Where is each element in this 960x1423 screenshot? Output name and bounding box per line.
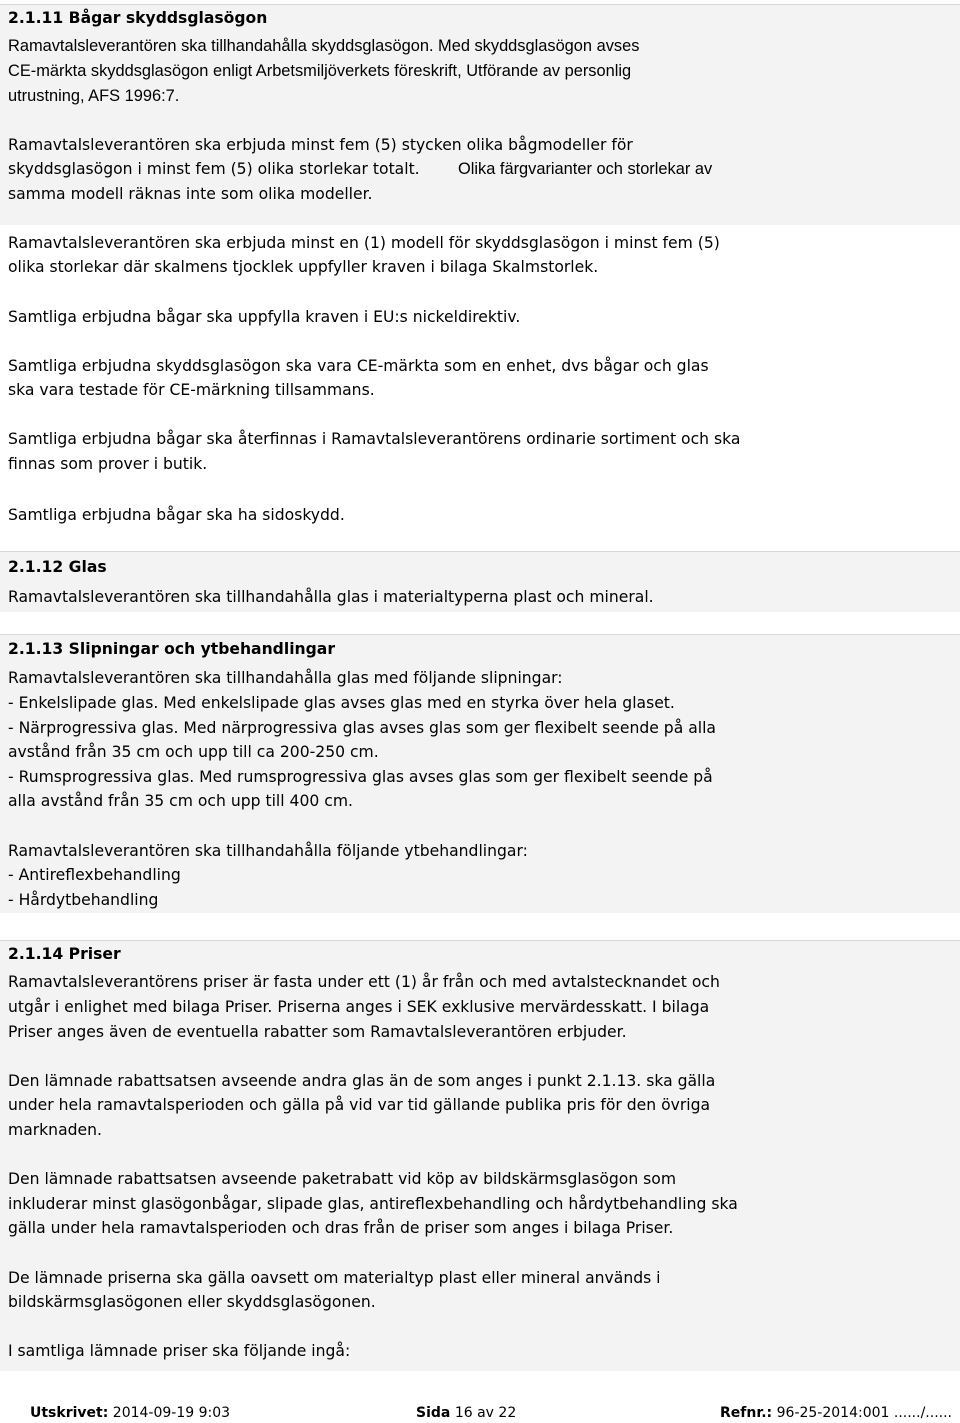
paragraph-line: Samtliga erbjudna bågar ska ha sidoskydd.: [8, 506, 345, 524]
footer-page: [416, 1403, 516, 1423]
paragraph-line: Samtliga erbjudna skyddsglasögon ska vara CE-märkta som en enhet, dvs bågar och glas: [8, 357, 709, 375]
paragraph-line: Den lämnade rabattsatsen avseende andra glas än de som anges i punkt 2.1.13. ska gälla: [8, 1072, 716, 1090]
paragraph-line: utrustning, AFS 1996:7.: [8, 87, 180, 105]
paragraph-line: alla avstånd från 35 cm och upp till 400 cm.: [8, 792, 353, 810]
paragraph-line: De lämnade priserna ska gälla oavsett om materialtyp plast eller mineral används i: [8, 1269, 661, 1287]
paragraph-line: olika storlekar där skalmens tjocklek uppfyller kraven i bilaga Skalmstorlek.: [8, 258, 599, 276]
paragraph-line: Ramavtalsleverantören ska tillhandahålla skyddsglasögon. Med skyddsglasögon avses: [8, 37, 640, 55]
paragraph-line: Den lämnade rabattsatsen avseende paketrabatt vid köp av bildskärmsglasögon som: [8, 1170, 677, 1188]
paragraph-line: Ramavtalsleverantören ska tillhandahålla glas med följande slipningar:: [8, 669, 563, 687]
paragraph-line: inkluderar minst glasögonbågar, slipade glas, antireflexbehandling och hårdytbehandling ska: [8, 1195, 738, 1213]
paragraph-line: utgår i enlighet med bilaga Priser. Priserna anges i SEK exklusive mervärdesskatt. I bilaga: [8, 998, 710, 1016]
section-heading: 2.1.11 Bågar skyddsglasögon: [8, 9, 268, 27]
section-heading: 2.1.12 Glas: [8, 558, 107, 576]
paragraph-line: marknaden.: [8, 1121, 102, 1139]
footer-ref-value: 96-25-2014:001 ....../......: [776, 1405, 952, 1421]
paragraph-line: Ramavtalsleverantörens priser är fasta under ett (1) år från och med avtalstecknandet och: [8, 973, 720, 991]
paragraph-line: gälla under hela ramavtalsperioden och dras från de priser som anges i bilaga Priser.: [8, 1219, 674, 1237]
paragraph-line: avstånd från 35 cm och upp till ca 200-250 cm.: [8, 743, 379, 761]
footer-page-label: Sida: [416, 1405, 451, 1421]
footer-printed: [30, 1403, 230, 1423]
paragraph-line: - Närprogressiva glas. Med närprogressiva glas avses glas som ger flexibelt seende på alla: [8, 719, 716, 737]
paragraph-line: samma modell räknas inte som olika modeller.: [8, 185, 373, 203]
paragraph-line: - Enkelslipade glas. Med enkelslipade glas avses glas med en styrka över hela glaset.: [8, 694, 675, 712]
paragraph-line: Samtliga erbjudna bågar ska återfinnas i Ramavtalsleverantörens ordinarie sortiment och ska: [8, 430, 741, 448]
footer-ref-label: Refnr.:: [720, 1405, 773, 1421]
paragraph-line: bildskärmsglasögonen eller skyddsglasögonen.: [8, 1293, 376, 1311]
paragraph-line: - Hårdytbehandling: [8, 891, 159, 909]
paragraph-line: Ramavtalsleverantören ska erbjuda minst fem (5) stycken olika bågmodeller för: [8, 136, 633, 154]
paragraph-line: Ramavtalsleverantören ska tillhandahålla följande ytbehandlingar:: [8, 842, 528, 860]
footer-page-number: 16: [454, 1405, 473, 1421]
paragraph-line: skyddsglasögon i minst fem (5) olika storlekar totalt.: [8, 160, 420, 178]
section-heading: 2.1.13 Slipningar och ytbehandlingar: [8, 640, 336, 658]
paragraph-line: finnas som prover i butik.: [8, 455, 208, 473]
paragraph-line: Olika färgvarianter och storlekar av: [458, 160, 713, 178]
paragraph-line: Priser anges även de eventuella rabatter som Ramavtalsleverantören erbjuder.: [8, 1023, 627, 1041]
footer-printed-value: 2014-09-19 9:03: [112, 1405, 231, 1421]
paragraph-line: ska vara testade för CE-märkning tillsammans.: [8, 381, 375, 399]
paragraph-line: Ramavtalsleverantören ska erbjuda minst en (1) modell för skyddsglasögon i minst fem (5): [8, 234, 720, 252]
paragraph-line: I samtliga lämnade priser ska följande ingå:: [8, 1342, 351, 1360]
footer-printed-label: Utskrivet:: [30, 1405, 109, 1421]
footer-page-of: av: [477, 1405, 494, 1421]
paragraph-line: Samtliga erbjudna bågar ska uppfylla kraven i EU:s nickeldirektiv.: [8, 308, 521, 326]
paragraph-line: - Antireflexbehandling: [8, 866, 181, 884]
footer-ref: [720, 1403, 952, 1423]
paragraph-line: Ramavtalsleverantören ska tillhandahålla glas i materialtyperna plast och mineral.: [8, 588, 654, 606]
section-heading: 2.1.14 Priser: [8, 945, 121, 963]
paragraph-line: CE-märkta skyddsglasögon enligt Arbetsmiljöverkets föreskrift, Utförande av personlig: [8, 62, 632, 80]
paragraph-line: under hela ramavtalsperioden och gälla på vid var tid gällande publika pris för den övriga: [8, 1096, 711, 1114]
paragraph-line: - Rumsprogressiva glas. Med rumsprogressiva glas avses glas som ger flexibelt seende på: [8, 768, 713, 786]
footer-page-total: 22: [498, 1405, 517, 1421]
